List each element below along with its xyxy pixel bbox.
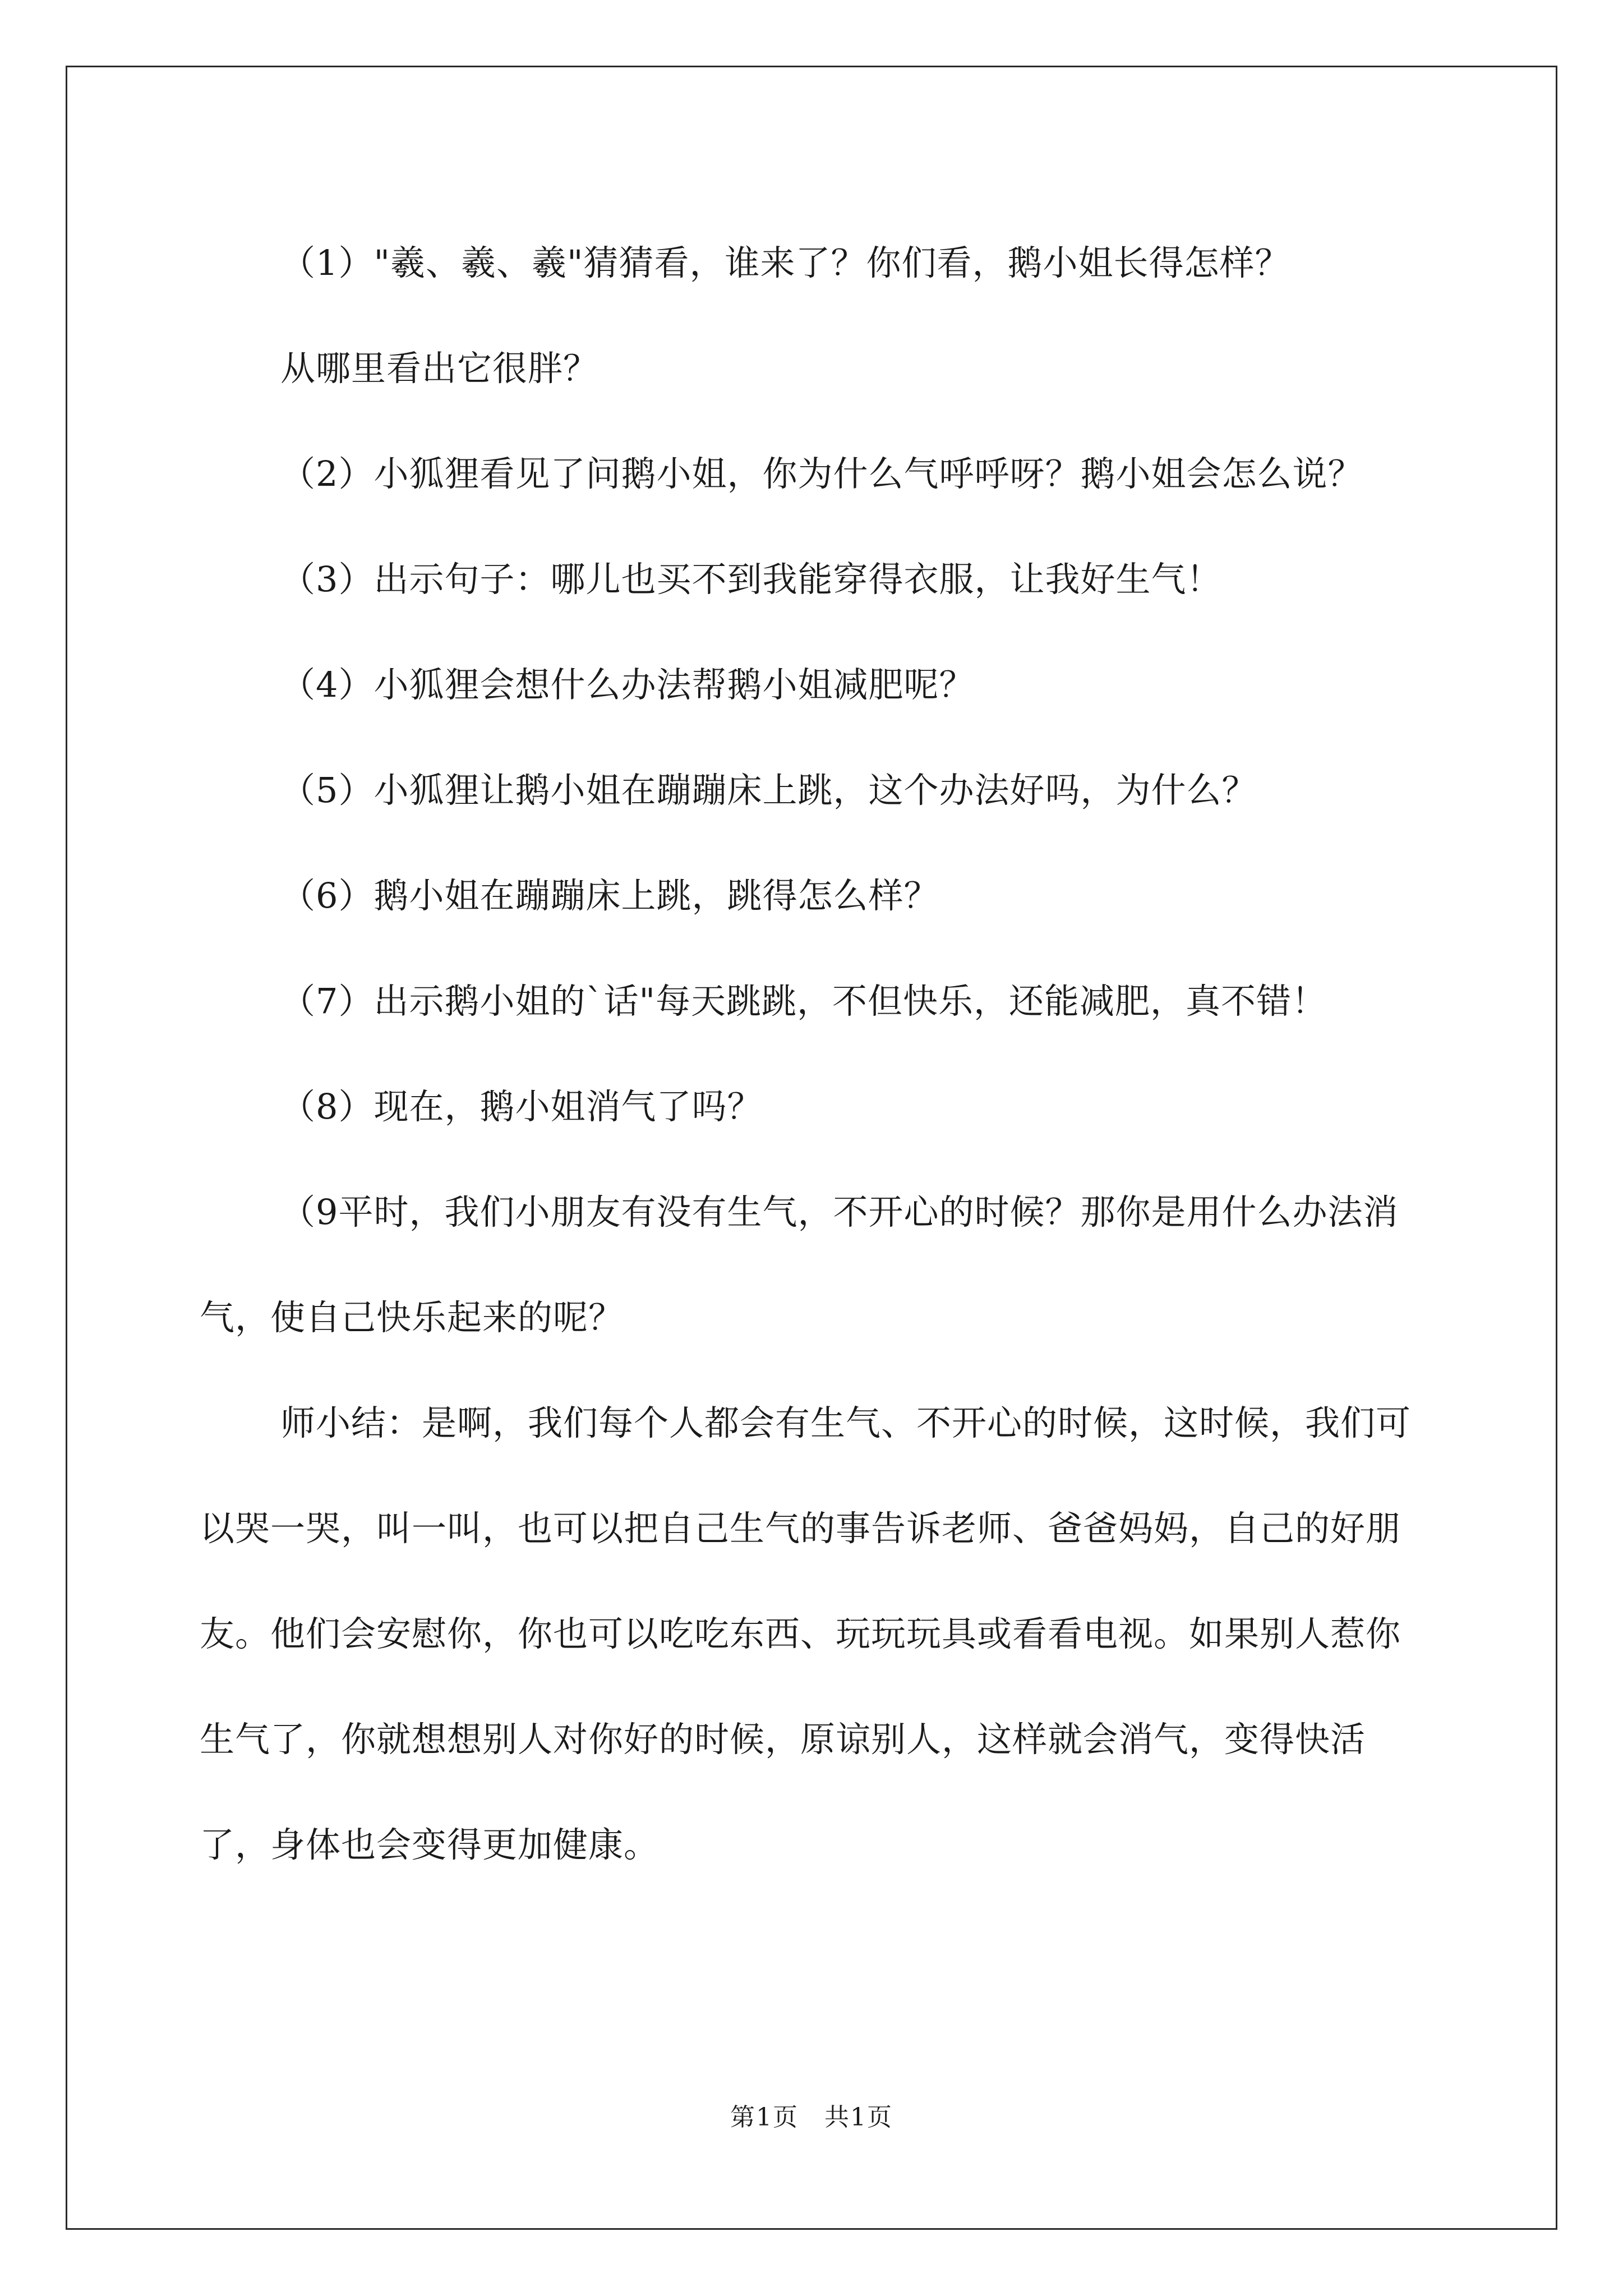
paragraph-4: （3）出示句子：哪儿也买不到我能穿得衣服，让我好生气！ [280, 559, 1222, 600]
paragraph-10: （9平时，我们小朋友有没有生气，不开心的时候？那你是用什么办法消气，使自己快乐起来的呢？ [200, 1191, 1399, 1338]
paragraph-9: （8）现在，鹅小姐消气了吗？ [280, 1086, 763, 1127]
paragraph-5: （4）小狐狸会想什么办法帮鹅小姐减肥呢？ [280, 664, 975, 705]
paragraph-1: （1）"羲、羲、羲"猜猜看，谁来了？你们看，鹅小姐长得怎样？ [280, 242, 1290, 283]
paragraph-7: （6）鹅小姐在蹦蹦床上跳，跳得怎么样？ [280, 875, 939, 916]
paragraph-3: （2）小狐狸看见了问鹅小姐，你为什么气呼呼呀？鹅小姐会怎么说？ [280, 453, 1363, 494]
page-footer: 第1页 共1页 [730, 2103, 893, 2132]
paragraph-11: 师小结：是啊，我们每个人都会有生气、不开心的时候，这时候，我们可以哭一哭，叫一叫，也可以把自己生气的事告诉老师、爸爸妈妈，自己的好朋友。他们会安慰你，你也可以吃吃东西、玩玩玩具或看看电视。如果别人惹你生气了，你就想想别人对你好的时候，原谅别人，这样就会消气，变得快活了，身体也会变得更加健康。 [200, 1402, 1412, 1865]
paragraph-6: （5）小狐狸让鹅小姐在蹦蹦床上跳，这个办法好吗，为什么？ [280, 770, 1257, 811]
paragraph-2: 从哪里看出它很胖？ [280, 348, 599, 389]
paragraph-8: （7）出示鹅小姐的`话"每天跳跳，不但快乐，还能减肥，真不错！ [280, 981, 1327, 1022]
document-body [200, 210, 1430, 1898]
